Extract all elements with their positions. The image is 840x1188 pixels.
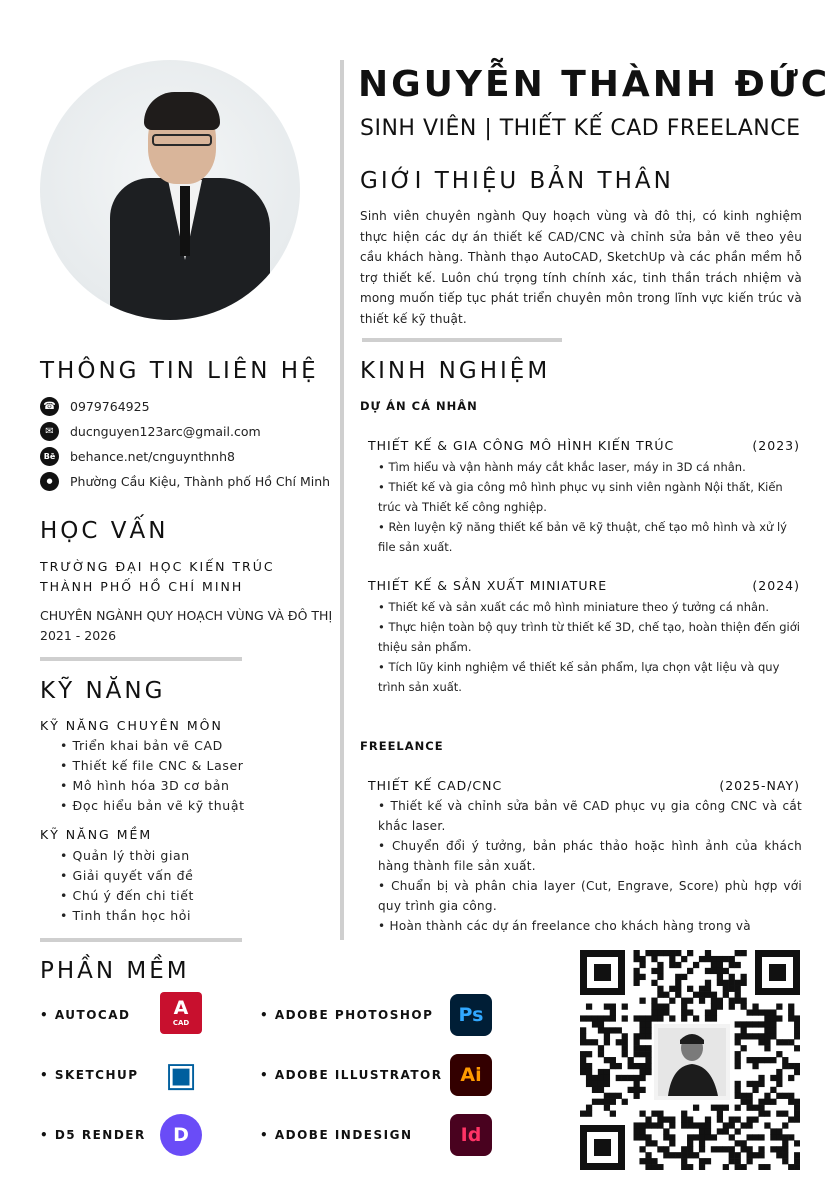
list-item: • Quản lý thời gian — [60, 846, 194, 866]
list-item: • Đọc hiểu bản vẽ kỹ thuật — [60, 796, 245, 816]
autocad-badge: CAD — [172, 1019, 190, 1027]
job-2-bullets — [378, 597, 802, 697]
job-2-title: THIẾT KẾ & SẢN XUẤT MINIATURE — [368, 578, 608, 593]
school-line-1: TRƯỜNG ĐẠI HỌC KIẾN TRÚC — [40, 559, 275, 574]
job-1-year: (2023) — [752, 438, 800, 453]
freelance-bullets — [378, 796, 802, 936]
soft-skills-list — [60, 846, 194, 926]
freelance-job-title: THIẾT KẾ CAD/CNC — [368, 778, 503, 793]
list-item: • Thiết kế file CNC & Laser — [60, 756, 245, 776]
skills-title: KỸ NĂNG — [40, 678, 166, 704]
list-item: • Chuyển đổi ý tưởng, bản phác thảo hoặc hình ảnh của khách hàng thành file sản xuất. — [378, 836, 802, 876]
list-item: • Rèn luyện kỹ năng thiết kế bản vẽ kỹ thuật, chế tạo mô hình và xử lý file sản xuất. — [378, 517, 802, 557]
job-1-bullets — [378, 457, 802, 557]
software-autocad-label: • AUTOCAD — [40, 1008, 131, 1022]
contact-behance — [40, 446, 235, 466]
list-item: • Hoàn thành các dự án freelance cho khách hàng trong và — [378, 916, 802, 936]
qr-code-icon — [580, 950, 800, 1170]
profile-photo — [40, 60, 300, 320]
job-role: SINH VIÊN | THIẾT KẾ CAD FREELANCE — [360, 116, 801, 141]
d5-render-icon: D — [160, 1114, 202, 1156]
major-text: CHUYÊN NGÀNH QUY HOẠCH VÙNG VÀ ĐÔ THỊ — [40, 608, 333, 623]
list-item: • Triển khai bản vẽ CAD — [60, 736, 245, 756]
education-major — [40, 606, 332, 646]
skills-divider — [40, 938, 242, 942]
software-sketchup-label: • SKETCHUP — [40, 1068, 139, 1082]
list-item: • Mô hình hóa 3D cơ bản — [60, 776, 245, 796]
personal-projects-title: DỰ ÁN CÁ NHÂN — [360, 399, 478, 413]
soft-skills-title: KỸ NĂNG MỀM — [40, 827, 153, 842]
freelance-job-header — [368, 778, 800, 793]
photo-glasses — [152, 134, 212, 146]
software-illustrator-label: • ADOBE ILLUSTRATOR — [260, 1068, 443, 1082]
photoshop-icon: Ps — [450, 994, 492, 1036]
location-icon: ● — [40, 472, 59, 491]
education-title: HỌC VẤN — [40, 518, 169, 544]
phone-icon: ☎ — [40, 397, 59, 416]
hard-skills-title: KỸ NĂNG CHUYÊN MÔN — [40, 718, 223, 733]
photo-tie — [180, 186, 190, 256]
software-indesign-label: • ADOBE INDESIGN — [260, 1128, 413, 1142]
list-item: • Tìm hiểu và vận hành máy cắt khắc laser, máy in 3D cá nhân. — [378, 457, 802, 477]
education-divider — [40, 657, 242, 661]
contact-phone — [40, 396, 150, 416]
hard-skills-list — [60, 736, 245, 816]
photo-hair — [144, 92, 220, 130]
job-1-title: THIẾT KẾ & GIA CÔNG MÔ HÌNH KIẾN TRÚC — [368, 438, 675, 453]
job-2-year: (2024) — [752, 578, 800, 593]
autocad-icon — [160, 992, 202, 1034]
list-item: • Giải quyết vấn đề — [60, 866, 194, 886]
software-title: PHẦN MỀM — [40, 958, 190, 984]
intro-text: Sinh viên chuyên ngành Quy hoạch vùng và đô thị, có kinh nghiệm thực hiện các dự án thiết kế CAD/CNC và chỉnh sửa bản vẽ theo yêu cầu khách hàng. Thành thạo AutoCAD, SketchUp và các phần mềm hỗ trợ thiết kế. Luôn chú trọng tính chính xác, tinh thần trách nhiệm và mong muốn tiếp tục phát triển chuyên môn trong lĩnh vực kiến trúc và thiết kế kỹ thuật. — [360, 209, 802, 326]
freelance-job-year: (2025-NAY) — [719, 778, 800, 793]
list-item: • Tinh thần học hỏi — [60, 906, 194, 926]
school-name — [40, 557, 275, 597]
full-name: NGUYỄN THÀNH ĐỨC — [358, 64, 831, 105]
sketchup-icon: ▣ — [160, 1054, 202, 1096]
list-item: • Chuẩn bị và phân chia layer (Cut, Engrave, Score) phù hợp với quy trình gia công. — [378, 876, 802, 916]
job-1-header — [368, 438, 800, 453]
behance-icon: Bē — [40, 447, 59, 466]
phone-number[interactable]: 0979764925 — [70, 398, 150, 414]
list-item: • Thiết kế và chỉnh sửa bản vẽ CAD phục vụ gia công CNC và cắt khắc laser. — [378, 796, 802, 836]
behance-link[interactable]: behance.net/cnguynthnh8 — [70, 448, 235, 464]
contact-email — [40, 421, 261, 441]
list-item: • Thực hiện toàn bộ quy trình từ thiết kế 3D, chế tạo, hoàn thiện đến giới thiệu sản phẩm. — [378, 617, 802, 657]
illustrator-icon: Ai — [450, 1054, 492, 1096]
list-item: • Chú ý đến chi tiết — [60, 886, 194, 906]
list-item: • Thiết kế và sản xuất các mô hình miniature theo ý tưởng cá nhân. — [378, 597, 802, 617]
education-years: 2021 - 2026 — [40, 628, 117, 643]
email-address[interactable]: ducnguyen123arc@gmail.com — [70, 423, 261, 439]
list-item: • Tích lũy kinh nghiệm về thiết kế sản phẩm, lựa chọn vật liệu và quy trình sản xuất. — [378, 657, 802, 697]
experience-title: KINH NGHIỆM — [360, 358, 551, 384]
software-photoshop-label: • ADOBE PHOTOSHOP — [260, 1008, 434, 1022]
freelance-title: FREELANCE — [360, 739, 444, 753]
indesign-icon: Id — [450, 1114, 492, 1156]
contact-location — [40, 471, 330, 491]
school-line-2: THÀNH PHỐ HỒ CHÍ MINH — [40, 579, 244, 594]
list-item: • Thiết kế và gia công mô hình phục vụ sinh viên ngành Nội thất, Kiến trúc và Thiết kế công nghiệp. — [378, 477, 802, 517]
location-text: Phường Cầu Kiệu, Thành phố Hồ Chí Minh — [70, 473, 331, 489]
contact-title: THÔNG TIN LIÊN HỆ — [40, 358, 319, 384]
vertical-divider — [340, 60, 344, 940]
job-2-header — [368, 578, 800, 593]
intro-title: GIỚI THIỆU BẢN THÂN — [360, 168, 674, 194]
intro-divider — [362, 338, 562, 342]
autocad-glyph: A — [173, 997, 189, 1019]
email-icon: ✉ — [40, 422, 59, 441]
software-d5-label: • D5 RENDER — [40, 1128, 146, 1142]
